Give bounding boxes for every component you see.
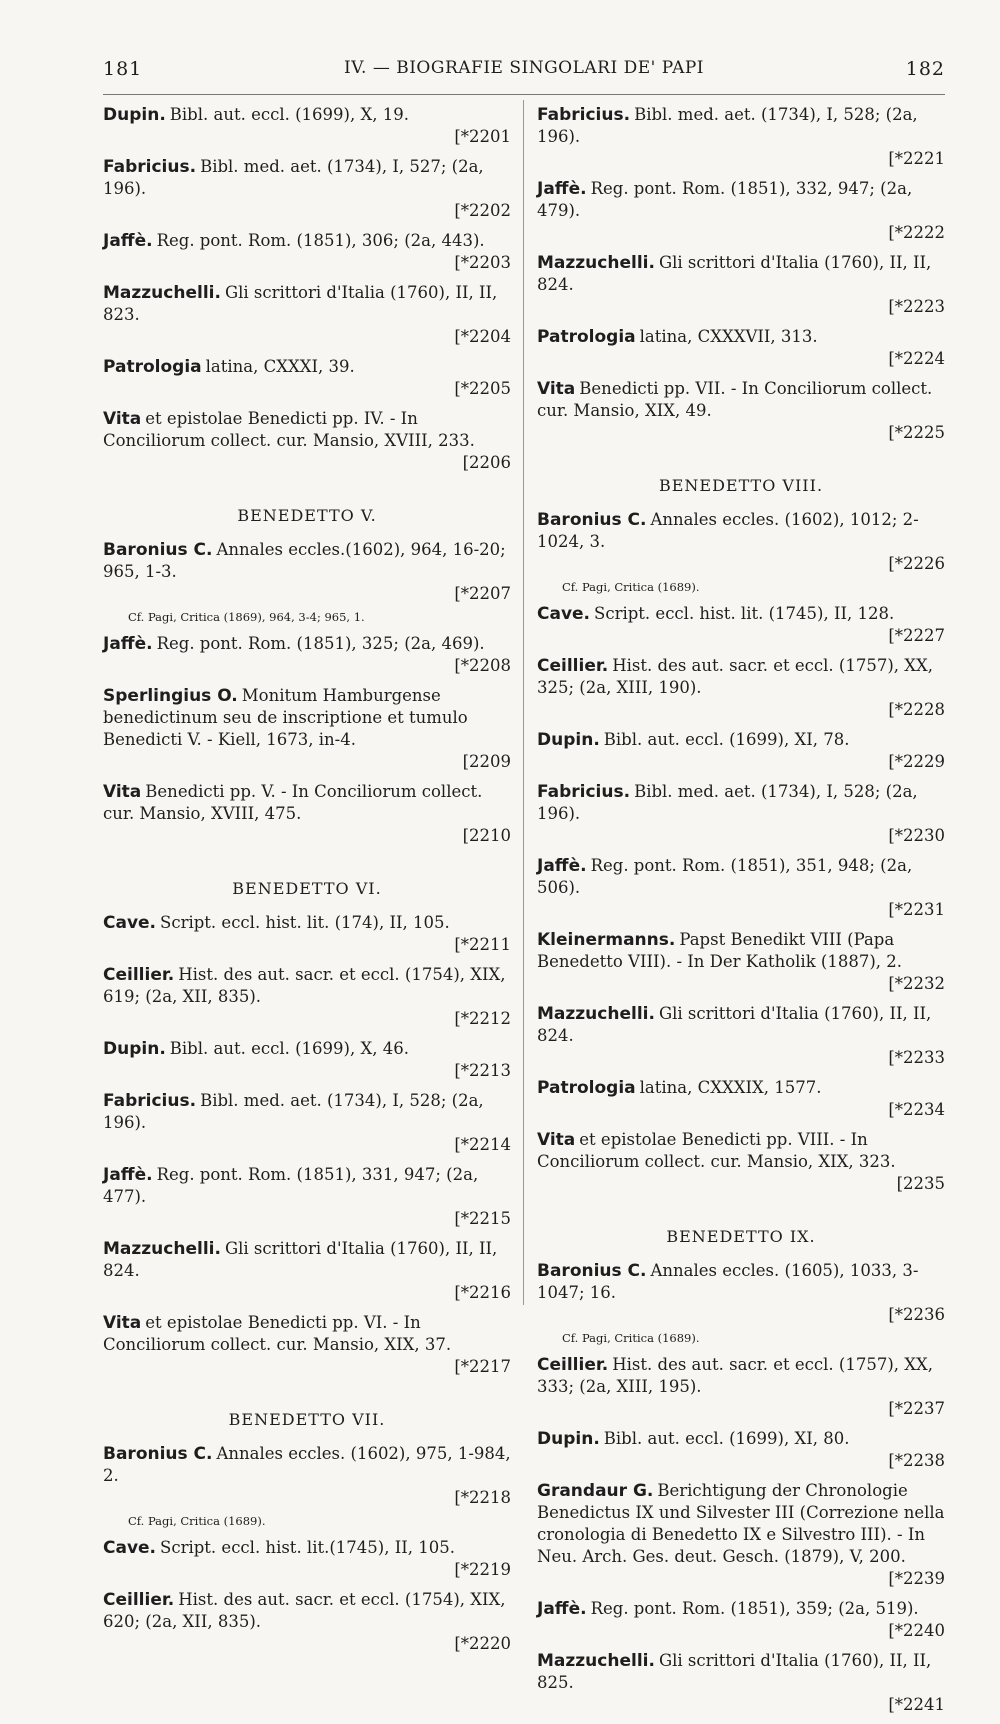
bibliography-entry xyxy=(103,1164,511,1230)
bibliography-entry xyxy=(537,252,945,318)
entry-text: Hist. des aut. sacr. et eccl. (1754), XIX, 619; (2a, XII, 835). xyxy=(103,965,506,1006)
entry-text: Script. eccl. hist. lit.(1745), II, 105. xyxy=(160,1538,455,1557)
bibliography-entry xyxy=(537,1260,945,1326)
bibliography-entry xyxy=(537,1077,945,1121)
entry-author: Vita xyxy=(103,782,142,802)
entry-text: Bibl. aut. eccl. (1699), XI, 78. xyxy=(603,730,850,749)
entry-author: Sperlingius O. xyxy=(103,686,238,706)
entry-text: Papst Benedikt VIII (Papa Benedetto VIII). - In Der Katholik (1887), 2. xyxy=(537,930,903,971)
bibliography-entry xyxy=(537,781,945,847)
section-heading: BENEDETTO VI. xyxy=(232,879,382,898)
entry-code: [*2222 xyxy=(888,223,945,242)
entry-author: Cave. xyxy=(103,1538,157,1558)
entry-author: Patrologia xyxy=(103,357,202,377)
entry-text: Bibl. med. aet. (1734), I, 528; (2a, 196). xyxy=(537,105,918,146)
entry-code: [*2213 xyxy=(454,1061,511,1080)
entry-code: [*2207 xyxy=(454,584,511,603)
entry-text: Reg. pont. Rom. (1851), 306; (2a, 443). xyxy=(156,231,485,250)
entry-author: Jaffè. xyxy=(103,634,153,654)
entry-text: Gli scrittori d'Italia (1760), II, II, 824. xyxy=(103,1239,498,1280)
entry-text: Gli scrittori d'Italia (1760), II, II, 823. xyxy=(103,283,498,324)
entry-text: Gli scrittori d'Italia (1760), II, II, 825. xyxy=(537,1651,932,1692)
bibliography-entry xyxy=(103,1443,511,1509)
bibliography-entry xyxy=(537,178,945,244)
bibliography-entry xyxy=(103,1537,511,1581)
entry-note: Cf. Pagi, Critica (1689). xyxy=(128,1514,266,1528)
entry-author: Baronius C. xyxy=(103,540,213,560)
entry-code: [*2236 xyxy=(888,1305,945,1324)
bibliography-entry xyxy=(103,1090,511,1156)
entry-code: [*2202 xyxy=(454,201,511,220)
entry-author: Kleinermanns. xyxy=(537,930,676,950)
entry-note: Cf. Pagi, Critica (1689). xyxy=(562,580,700,594)
entry-author: Fabricius. xyxy=(103,157,197,177)
entry-author: Vita xyxy=(103,409,142,429)
entry-code: [*2223 xyxy=(888,297,945,316)
entry-text: Script. eccl. hist. lit. (1745), II, 128. xyxy=(594,604,895,623)
entry-text: Bibl. med. aet. (1734), I, 528; (2a, 196). xyxy=(103,1091,484,1132)
entry-code: [*2204 xyxy=(454,327,511,346)
column-divider xyxy=(523,100,524,1305)
entry-text: latina, CXXXI, 39. xyxy=(205,357,355,376)
entry-code: [*2203 xyxy=(454,253,511,272)
entry-code: [2206 xyxy=(462,453,511,472)
entry-code: [*2221 xyxy=(888,149,945,168)
entry-author: Mazzuchelli. xyxy=(537,253,655,273)
entry-text: Reg. pont. Rom. (1851), 331, 947; (2a, 477). xyxy=(103,1165,479,1206)
entry-author: Jaffè. xyxy=(537,856,587,876)
entry-text: et epistolae Benedicti pp. VI. - In Conciliorum collect. cur. Mansio, XIX, 37. xyxy=(103,1313,452,1354)
entry-author: Dupin. xyxy=(103,1039,166,1059)
entry-author: Patrologia xyxy=(537,327,636,347)
entry-text: Bibl. aut. eccl. (1699), XI, 80. xyxy=(603,1429,850,1448)
entry-code: [*2224 xyxy=(888,349,945,368)
entry-author: Mazzuchelli. xyxy=(103,1239,221,1259)
entry-author: Ceillier. xyxy=(537,656,609,676)
bibliography-entry xyxy=(103,1589,511,1655)
entry-code: [*2220 xyxy=(454,1634,511,1653)
entry-code: [*2234 xyxy=(888,1100,945,1119)
page-header xyxy=(103,58,945,95)
bibliography-entry xyxy=(103,1038,511,1082)
entry-author: Dupin. xyxy=(537,730,600,750)
entry-author: Baronius C. xyxy=(537,1261,647,1281)
entry-text: Reg. pont. Rom. (1851), 332, 947; (2a, 479). xyxy=(537,179,913,220)
section-heading: BENEDETTO VIII. xyxy=(658,476,824,495)
entry-code: [*2212 xyxy=(454,1009,511,1028)
entry-code: [2210 xyxy=(462,826,511,845)
entry-code: [*2228 xyxy=(888,700,945,719)
bibliography-entry xyxy=(103,230,511,274)
entry-code: [*2233 xyxy=(888,1048,945,1067)
bibliography-entry xyxy=(537,378,945,444)
entry-text: latina, CXXXIX, 1577. xyxy=(639,1078,822,1097)
bibliography-entry xyxy=(537,1129,945,1195)
entry-code: [*2201 xyxy=(454,127,511,146)
entry-code: [*2215 xyxy=(454,1209,511,1228)
entry-text: Berichtigung der Chronologie Benedictus IX und Silvester III (Correzione nella cronologia di Benedetto IX e Silvestro III). - In Neu. Arch. Ges. deut. Gesch. (1879), V, 200. xyxy=(537,1481,945,1566)
entry-author: Ceillier. xyxy=(537,1355,609,1375)
entry-code: [*2238 xyxy=(888,1451,945,1470)
entry-code: [*2219 xyxy=(454,1560,511,1579)
entry-text: Annales eccles.(1602), 964, 16-20; 965, 1-3. xyxy=(103,540,506,581)
entry-code: [*2214 xyxy=(454,1135,511,1154)
entry-code: [*2229 xyxy=(888,752,945,771)
entry-code: [*2208 xyxy=(454,656,511,675)
bibliography-entry xyxy=(537,1003,945,1069)
entry-text: Hist. des aut. sacr. et eccl. (1754), XIX, 620; (2a, XII, 835). xyxy=(103,1590,506,1631)
bibliography-entry xyxy=(537,1650,945,1716)
entry-text: Annales eccles. (1602), 975, 1-984, 2. xyxy=(103,1444,511,1485)
entry-author: Baronius C. xyxy=(537,510,647,530)
bibliography-entry xyxy=(537,855,945,921)
section-heading: BENEDETTO V. xyxy=(237,506,377,525)
entry-code: [*2217 xyxy=(454,1357,511,1376)
entry-author: Vita xyxy=(537,379,576,399)
entry-text: Reg. pont. Rom. (1851), 359; (2a, 519). xyxy=(590,1599,919,1618)
entry-code: [*2237 xyxy=(888,1399,945,1418)
entry-code: [*2211 xyxy=(454,935,511,954)
bibliography-entry xyxy=(103,156,511,222)
entry-note: Cf. Pagi, Critica (1689). xyxy=(562,1331,700,1345)
bibliography-entry xyxy=(103,539,511,605)
entry-text: Hist. des aut. sacr. et eccl. (1757), XX, 325; (2a, XIII, 190). xyxy=(537,656,934,697)
bibliography-entry xyxy=(537,929,945,995)
entry-text: et epistolae Benedicti pp. VIII. - In Conciliorum collect. cur. Mansio, XIX, 323. xyxy=(537,1130,896,1171)
bibliography-entry xyxy=(103,633,511,677)
entry-author: Cave. xyxy=(103,913,157,933)
bibliography-entry xyxy=(537,104,945,170)
entry-code: [2209 xyxy=(462,752,511,771)
section-heading: BENEDETTO IX. xyxy=(666,1227,816,1246)
running-title: IV. — BIOGRAFIE SINGOLARI DE' PAPI xyxy=(343,58,705,78)
entry-code: [*2239 xyxy=(888,1569,945,1588)
entry-code: [*2216 xyxy=(454,1283,511,1302)
entry-author: Patrologia xyxy=(537,1078,636,1098)
entry-author: Fabricius. xyxy=(537,105,631,125)
entry-code: [2235 xyxy=(896,1174,945,1193)
bibliography-entry xyxy=(103,964,511,1030)
entry-author: Mazzuchelli. xyxy=(537,1651,655,1671)
entry-author: Baronius C. xyxy=(103,1444,213,1464)
entry-code: [*2205 xyxy=(454,379,511,398)
entry-code: [*2232 xyxy=(888,974,945,993)
entry-code: [*2225 xyxy=(888,423,945,442)
entry-code: [*2240 xyxy=(888,1621,945,1640)
entry-author: Vita xyxy=(537,1130,576,1150)
entry-text: Annales eccles. (1602), 1012; 2-1024, 3. xyxy=(537,510,919,551)
entry-author: Ceillier. xyxy=(103,1590,175,1610)
section-heading: BENEDETTO VII. xyxy=(228,1410,386,1429)
page-number-right: 182 xyxy=(905,58,945,80)
entry-author: Cave. xyxy=(537,604,591,624)
entry-author: Jaffè. xyxy=(537,1599,587,1619)
entry-code: [*2241 xyxy=(888,1695,945,1714)
entry-text: latina, CXXXVII, 313. xyxy=(639,327,818,346)
entry-text: Benedicti pp. VII. - In Conciliorum collect. cur. Mansio, XIX, 49. xyxy=(537,379,933,420)
entry-author: Fabricius. xyxy=(537,782,631,802)
bibliography-entry xyxy=(103,408,511,474)
bibliography-entry xyxy=(103,1238,511,1304)
entry-code: [*2230 xyxy=(888,826,945,845)
entry-text: Gli scrittori d'Italia (1760), II, II, 824. xyxy=(537,1004,932,1045)
entry-text: Benedicti pp. V. - In Conciliorum collect. cur. Mansio, XVIII, 475. xyxy=(103,782,483,823)
bibliography-entry xyxy=(103,912,511,956)
entry-text: Hist. des aut. sacr. et eccl. (1757), XX, 333; (2a, XIII, 195). xyxy=(537,1355,934,1396)
entry-text: Bibl. med. aet. (1734), I, 528; (2a, 196). xyxy=(537,782,918,823)
right-column xyxy=(537,104,945,1724)
bibliography-entry xyxy=(103,282,511,348)
bibliography-entry xyxy=(537,1598,945,1642)
entry-author: Dupin. xyxy=(537,1429,600,1449)
entry-text: Bibl. aut. eccl. (1699), X, 19. xyxy=(169,105,409,124)
bibliography-entry xyxy=(103,104,511,148)
entry-author: Jaffè. xyxy=(103,1165,153,1185)
entry-code: [*2231 xyxy=(888,900,945,919)
bibliography-entry xyxy=(537,1428,945,1472)
entry-text: Script. eccl. hist. lit. (174), II, 105. xyxy=(160,913,450,932)
entry-author: Fabricius. xyxy=(103,1091,197,1111)
entry-text: et epistolae Benedicti pp. IV. - In Conciliorum collect. cur. Mansio, XVIII, 233. xyxy=(103,409,475,450)
entry-text: Bibl. aut. eccl. (1699), X, 46. xyxy=(169,1039,409,1058)
entry-author: Vita xyxy=(103,1313,142,1333)
left-column xyxy=(103,104,511,1663)
bibliography-entry xyxy=(537,1480,945,1590)
bibliography-entry xyxy=(537,729,945,773)
entry-author: Dupin. xyxy=(103,105,166,125)
bibliography-entry xyxy=(537,655,945,721)
page-number-left: 181 xyxy=(103,58,143,80)
bibliography-entry xyxy=(537,603,945,647)
entry-text: Monitum Hamburgense benedictinum seu de inscriptione et tumulo Benedicti V. - Kiell, 1673, in-4. xyxy=(103,686,468,749)
bibliography-entry xyxy=(103,781,511,847)
entry-text: Reg. pont. Rom. (1851), 351, 948; (2a, 506). xyxy=(537,856,913,897)
entry-author: Jaffè. xyxy=(537,179,587,199)
entry-text: Reg. pont. Rom. (1851), 325; (2a, 469). xyxy=(156,634,485,653)
entry-author: Grandaur G. xyxy=(537,1481,654,1501)
bibliography-entry xyxy=(103,1312,511,1378)
bibliography-entry xyxy=(537,326,945,370)
entry-code: [*2226 xyxy=(888,554,945,573)
entry-text: Bibl. med. aet. (1734), I, 527; (2a, 196). xyxy=(103,157,484,198)
entry-author: Jaffè. xyxy=(103,231,153,251)
entry-text: Annales eccles. (1605), 1033, 3-1047; 16. xyxy=(537,1261,919,1302)
entry-code: [*2227 xyxy=(888,626,945,645)
bibliography-entry xyxy=(103,685,511,773)
entry-note: Cf. Pagi, Critica (1869), 964, 3-4; 965, 1. xyxy=(128,610,365,624)
entry-text: Gli scrittori d'Italia (1760), II, II, 824. xyxy=(537,253,932,294)
entry-author: Mazzuchelli. xyxy=(103,283,221,303)
entry-code: [*2218 xyxy=(454,1488,511,1507)
entry-author: Mazzuchelli. xyxy=(537,1004,655,1024)
bibliography-entry xyxy=(537,1354,945,1420)
bibliography-entry xyxy=(537,509,945,575)
bibliography-entry xyxy=(103,356,511,400)
entry-author: Ceillier. xyxy=(103,965,175,985)
